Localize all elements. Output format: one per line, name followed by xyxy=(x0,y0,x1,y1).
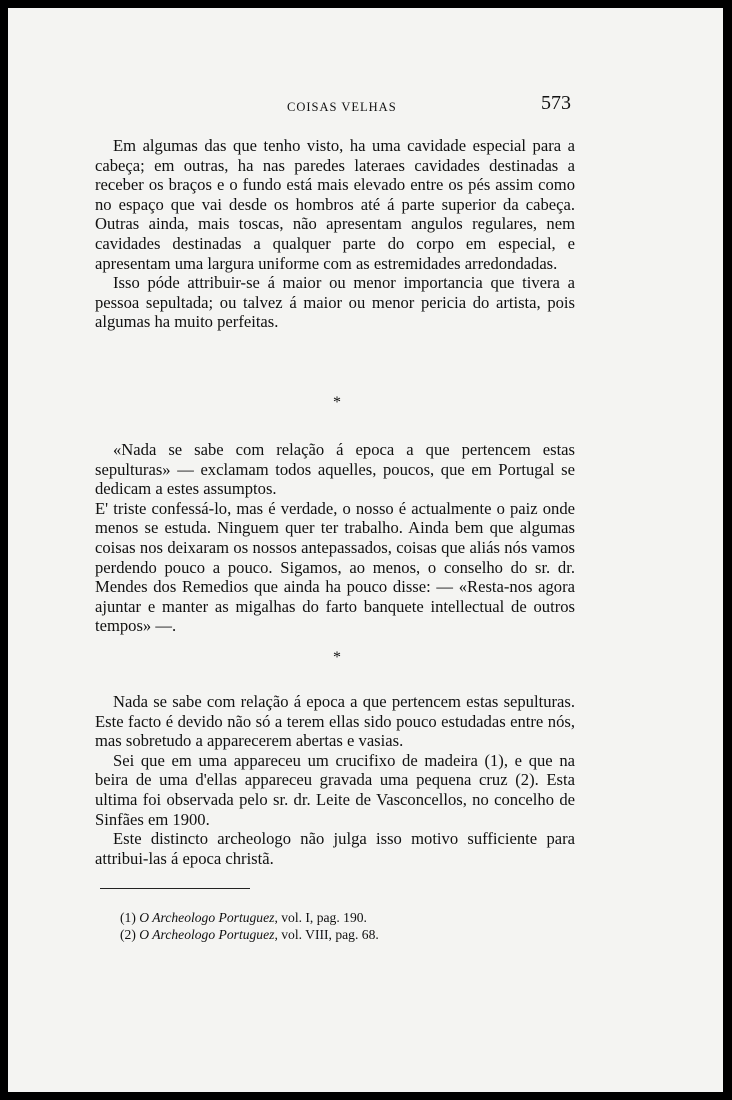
section-separator: * xyxy=(333,649,341,666)
footnotes xyxy=(120,909,379,943)
paragraph: E' triste confessá-lo, mas é verdade, o nosso é actualmente o paiz onde menos se estuda. Ninguem quer ter trabalho. Ainda bem que algumas coisas nos deixaram os nossos antepassados, coisas que aliás nós vamos perdendo pouco a pouco. Sigamos, ao menos, o conselho do sr. dr. Mendes dos Remedios que ainda ha pouco disse: — «Resta-nos agora ajuntar e manter as migalhas do farto banquete intellectual de outros tempos» —. xyxy=(95,498,575,636)
footnote xyxy=(120,926,379,943)
footnote-ref: , vol. VIII, pag. 68. xyxy=(274,927,379,942)
text-block-1 xyxy=(95,136,575,332)
page-number: 573 xyxy=(541,92,571,114)
footnote-title: O Archeologo Portuguez xyxy=(139,910,275,925)
footnote-title: O Archeologo Portuguez xyxy=(139,927,275,942)
paragraph: Em algumas das que tenho visto, ha uma cavidade especial para a cabeça; em outras, ha nas paredes lateraes cavidades destinadas a receber os braços e o fundo está mais elevado entre os pés assim como no espaço que vai desde os hombros até á parte superior da cabeça. Outras ainda, mais toscas, não apresentam angulos regulares, nem cavidades destinadas a qualquer parte do corpo em especial, e apresentam uma largura uniforme com as estremidades arredondadas. xyxy=(95,136,575,273)
section-separator: * xyxy=(333,394,341,411)
text-block-2 xyxy=(95,440,575,636)
paragraph: Isso póde attribuir-se á maior ou menor importancia que tivera a pessoa sepultada; ou talvez á maior ou menor pericia do artista, pois algumas ha muito perfeitas. xyxy=(95,273,575,332)
footnote xyxy=(120,909,379,926)
paragraph: Sei que em uma appareceu um crucifixo de madeira (1), e que na beira de uma d'ellas appareceu gravada uma pequena cruz (2). Esta ultima foi observada pelo sr. dr. Leite de Vasconcellos, no concelho de Sinfães em 1900. xyxy=(95,750,575,829)
book-page xyxy=(8,8,723,1092)
paragraph: Este distincto archeologo não julga isso motivo sufficiente para attribui-las á epoca christã. xyxy=(95,829,575,868)
text-block-3 xyxy=(95,692,575,868)
footnote-marker: (2) xyxy=(120,927,136,942)
footnote-rule xyxy=(100,888,250,889)
footnote-ref: , vol. I, pag. 190. xyxy=(274,910,367,925)
running-header: COISAS VELHAS xyxy=(287,100,397,114)
paragraph: «Nada se sabe com relação á epoca a que pertencem estas sepulturas» — exclamam todos aquelles, poucos, que em Portugal se dedicam a estes assumptos. xyxy=(95,440,575,499)
footnote-marker: (1) xyxy=(120,910,136,925)
paragraph: Nada se sabe com relação á epoca a que pertencem estas sepulturas. Este facto é devido não só a terem ellas sido pouco estudadas entre nós, mas sobretudo a apparecerem abertas e vasias. xyxy=(95,692,575,751)
